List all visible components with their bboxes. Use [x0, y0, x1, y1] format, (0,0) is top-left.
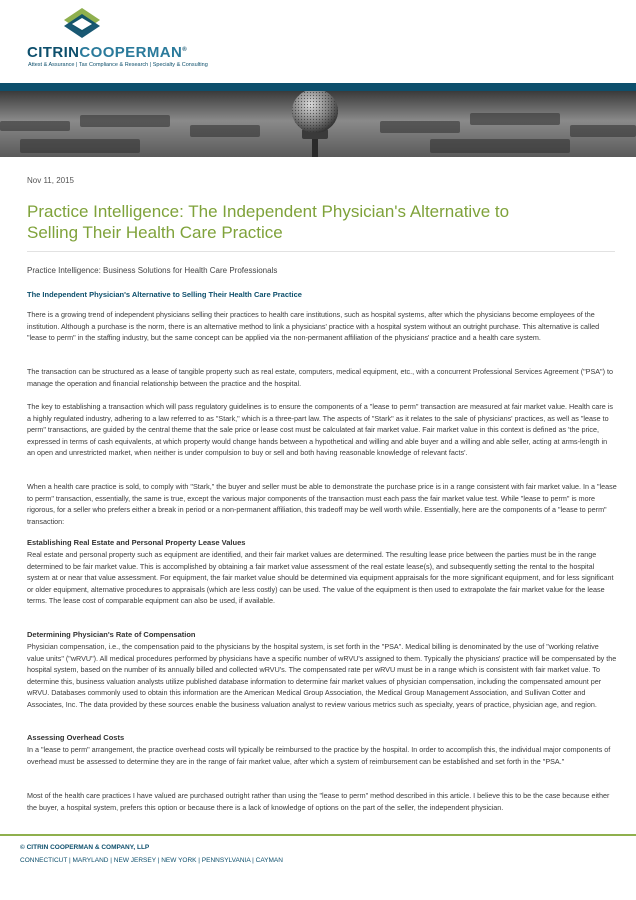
section-heading: Establishing Real Estate and Personal Property Lease Values — [27, 538, 246, 547]
article-headline: The Independent Physician's Alternative to Selling Their Health Care Practice — [27, 290, 302, 299]
footer-divider — [0, 834, 636, 836]
page-title — [27, 201, 612, 243]
microphone-on-stage-photo — [0, 91, 636, 157]
logo-tagline: Attest & Assurance | Tax Compliance & Research | Specialty & Consulting — [28, 62, 208, 68]
logo-diamond-icon — [60, 6, 104, 40]
logo-wordmark: CITRINCOOPERMAN® — [27, 44, 188, 61]
hero-top-bar — [0, 83, 636, 91]
title-line-2: Selling Their Health Care Practice — [27, 223, 283, 242]
hero-banner — [0, 91, 636, 157]
body-paragraph: When a health care practice is sold, to comply with "Stark," the buyer and seller must be able to demonstrate the purchase price is in a range consistent with fair market value. In a "lease to perm" transaction, essentially, the same is true, except the various major components of the transaction must each pass the fair market value test. While "lease to perm" is more rigorous, for a seller who prefers either a break in period or a non-permanent affiliation, this tradeoff may be well worth while. Essentially, here are the components of a "lease to perm" transaction: — [27, 482, 617, 526]
body-paragraph: There is a growing trend of independent physicians selling their practices to health care institutions, such as hospital systems, after which the physicians become employees of the institution. Although a purchase is the norm, there is an alternative method to link a physicians' practice with a hospital system without an outright purchase. This alternative is called "lease to perm" in the staffing industry, but the same concept can be applied via the non-permanent affiliation of the physicians' practice and a health care system. — [27, 310, 600, 342]
footer-copyright: © CITRIN COOPERMAN & COMPANY, LLP — [20, 844, 150, 851]
body-paragraph: The key to establishing a transaction which will pass regulatory guidelines is to ensure the components of a "lease to perm" transaction are measured at fair market value. Health care is a highly regulated industry, adhering to a law referred to as "Stark," which is a three-part law. The aspects of "Stark" as it relates to the sale of physicians' practices, as well as "lease to perm" transactions, are guided by the central theme that the sale price or lease cost must be calculated at fair market value. Fair market value in this context is defined as 'the price, expressed in terms of cash equivalents, at which property would change hands between a hypothetical and willing and able buyer and a willing and able seller, acting at arms-length in an open and unrestricted market, when neither is under compulsion to buy or sell and both having reasonable knowledge of relevant facts'. — [27, 402, 613, 457]
section-body: Physician compensation, i.e., the compensation paid to the physicians by the hospital system, is set forth in the "PSA". Medical billing is denominated by the use of "working relative value units" ("wRVU"). All medical procedures performed by physicians have a specific number of wRVU's assigned to them. Typically the physicians' practice will be compensated by the hospital system, based on the number of its annually billed and collected wRVU's. The compensated rate per wRVU must be in a range which is consistent with fair market value. To determine this, business valuation analysts utilize published database information to determine fair market values of physician compensation, including the compensated amount per wRVU. Databases commonly used to obtain this information are the American Medical Group Association, the Medical Group Management Association, and Sullivan Cotter and Associates, Inc. The data provided by these sources enable the business valuation analyst to review various metrics such as specialty, years of practice, physician age, and region. — [27, 642, 617, 709]
citrin-cooperman-logo[interactable] — [27, 6, 227, 72]
footer-locations: CONNECTICUT | MARYLAND | NEW JERSEY | NEW YORK | PENNSYLVANIA | CAYMAN — [20, 857, 283, 864]
title-line-1: Practice Intelligence: The Independent Physician's Alternative to — [27, 202, 510, 221]
section-heading: Assessing Overhead Costs — [27, 733, 125, 742]
closing-paragraph: Most of the health care practices I have valued are purchased outright rather than using the "lease to perm" method described in this article. I believe this to be the case because either the buyer, a hospital system, prefers this option or because there is a lack of knowledge of options on the part of the seller, the independent physician. — [27, 791, 610, 812]
section-heading: Determining Physician's Rate of Compensation — [27, 630, 196, 639]
article-subtitle: Practice Intelligence: Business Solutions for Health Care Professionals — [27, 266, 278, 275]
section-body: In a "lease to perm" arrangement, the practice overhead costs will typically be reimbursed to the practice by the hospital. In order to accomplish this, the individual major components of overhead must be assessed to determine they are in the range of fair market value, after which a system of reimbursement can be established and set forth in the "PSA." — [27, 745, 611, 766]
article-date: Nov 11, 2015 — [27, 176, 74, 185]
body-paragraph: The transaction can be structured as a lease of tangible property such as real estate, computers, medical equipment, etc., with a concurrent Professional Services Agreement ("PSA") to manage the operation and financial relationship between the practice and the hospital. — [27, 367, 613, 388]
section-body: Real estate and personal property such as equipment are identified, and their fair market values are determined. The resulting lease price between the parties must be in the range determined to be fair market value. This is accomplished by obtaining a fair market value assessment of the real estate lease(s), and subsequently setting the rental to the hospital system at or near that value assessment. For equipment, the fair market value should be determined via equipment appraisals for the more significant equipment, and for less significant or older equipment, alternative procedures to appraisals (which are less costly) can be used. The value of the equipment is then used to extrapolate the fair market value for the lease terms. The lease cost of comparable equipment can also be used, if available. — [27, 550, 614, 605]
title-divider — [27, 251, 615, 252]
